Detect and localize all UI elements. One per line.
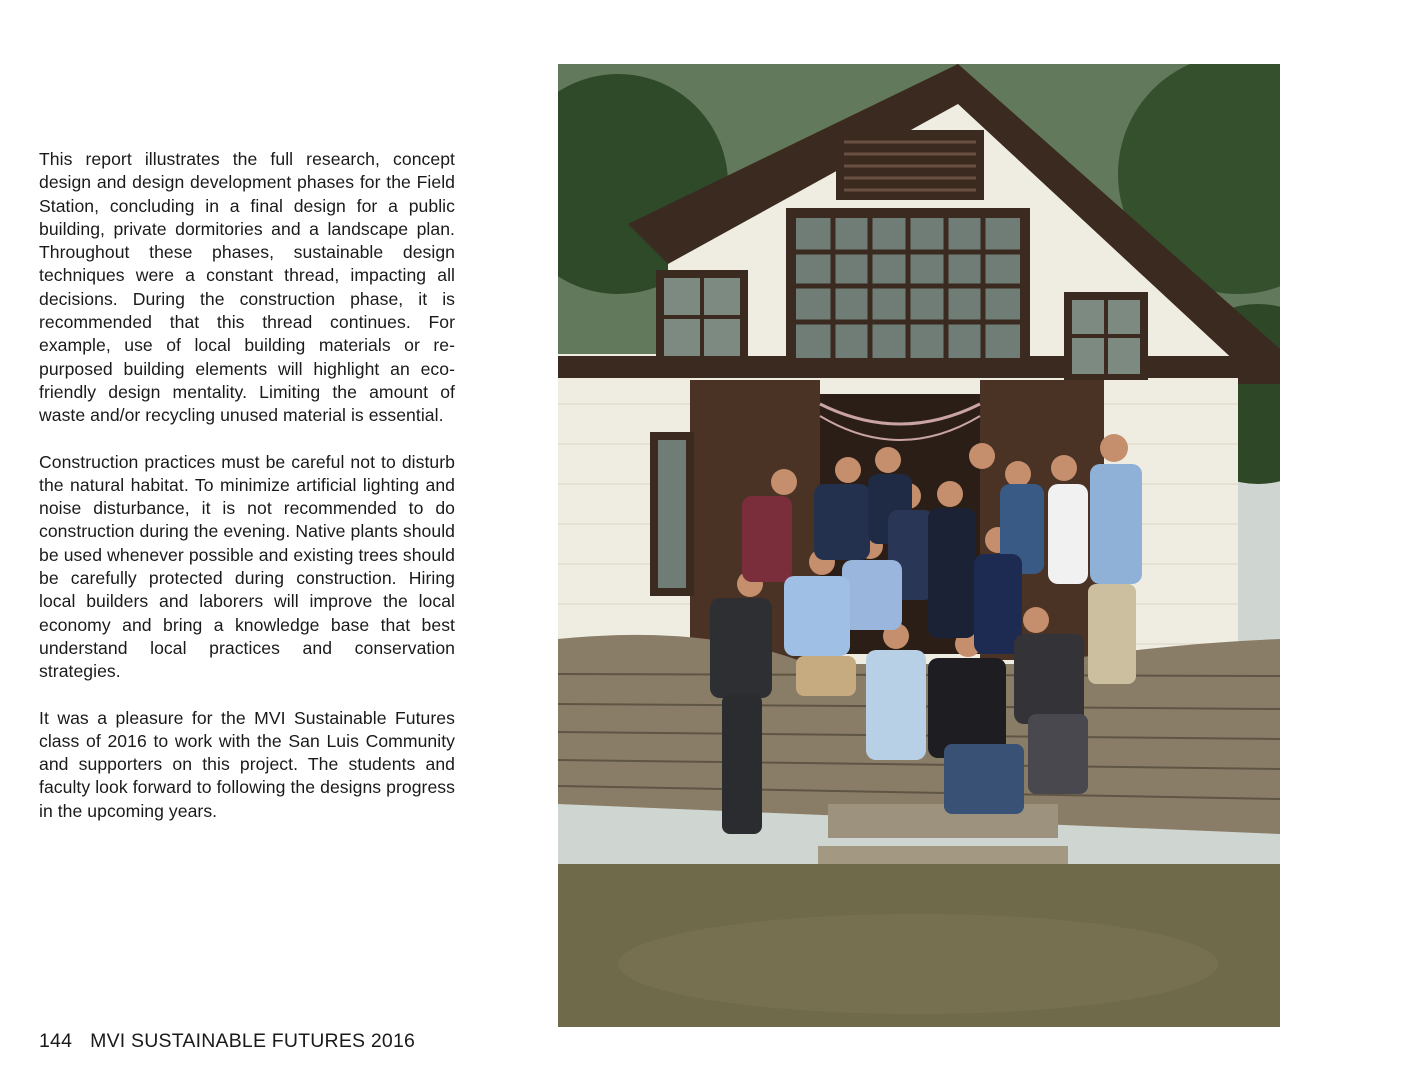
paragraph-summary: This report illustrates the full research, concept design and design development phases for the Field Station, concluding in a final design for a public building, private dormitories and a landscape plan. Throughout these phases, sustainable design techniques were a constant thread, impacting all decisions. During the construction phase, it is recommended that this thread continues. For example, use of local building materials or re-purposed building elements will highlight an eco-friendly design mentality. Limiting the amount of waste and/or recycling unused material is essential. (39, 149, 455, 426)
page-footer (39, 1030, 415, 1053)
group-photo (558, 64, 1280, 1027)
page-number: 144 (39, 1030, 73, 1052)
body-text (39, 148, 455, 846)
paragraph-construction-practices: Construction practices must be careful not to disturb the natural habitat. To minimize artificial lighting and noise disturbance, it is not recommended to do construction during the evening. Native plants should be used whenever possible and existing trees should be carefully protected during construction. Hiring local builders and laborers will improve the local economy and bring a knowledge base that best understand local practices and conservation strategies. (39, 451, 455, 682)
paragraph-acknowledgement: It was a pleasure for the MVI Sustainable Futures class of 2016 to work with the San Luis Community and supporters on this project. The students and faculty look forward to following the designs progress in the upcoming years. (39, 707, 455, 821)
stone-step-upper (828, 804, 1058, 838)
publication-title: MVI SUSTAINABLE FUTURES 2016 (90, 1030, 416, 1052)
